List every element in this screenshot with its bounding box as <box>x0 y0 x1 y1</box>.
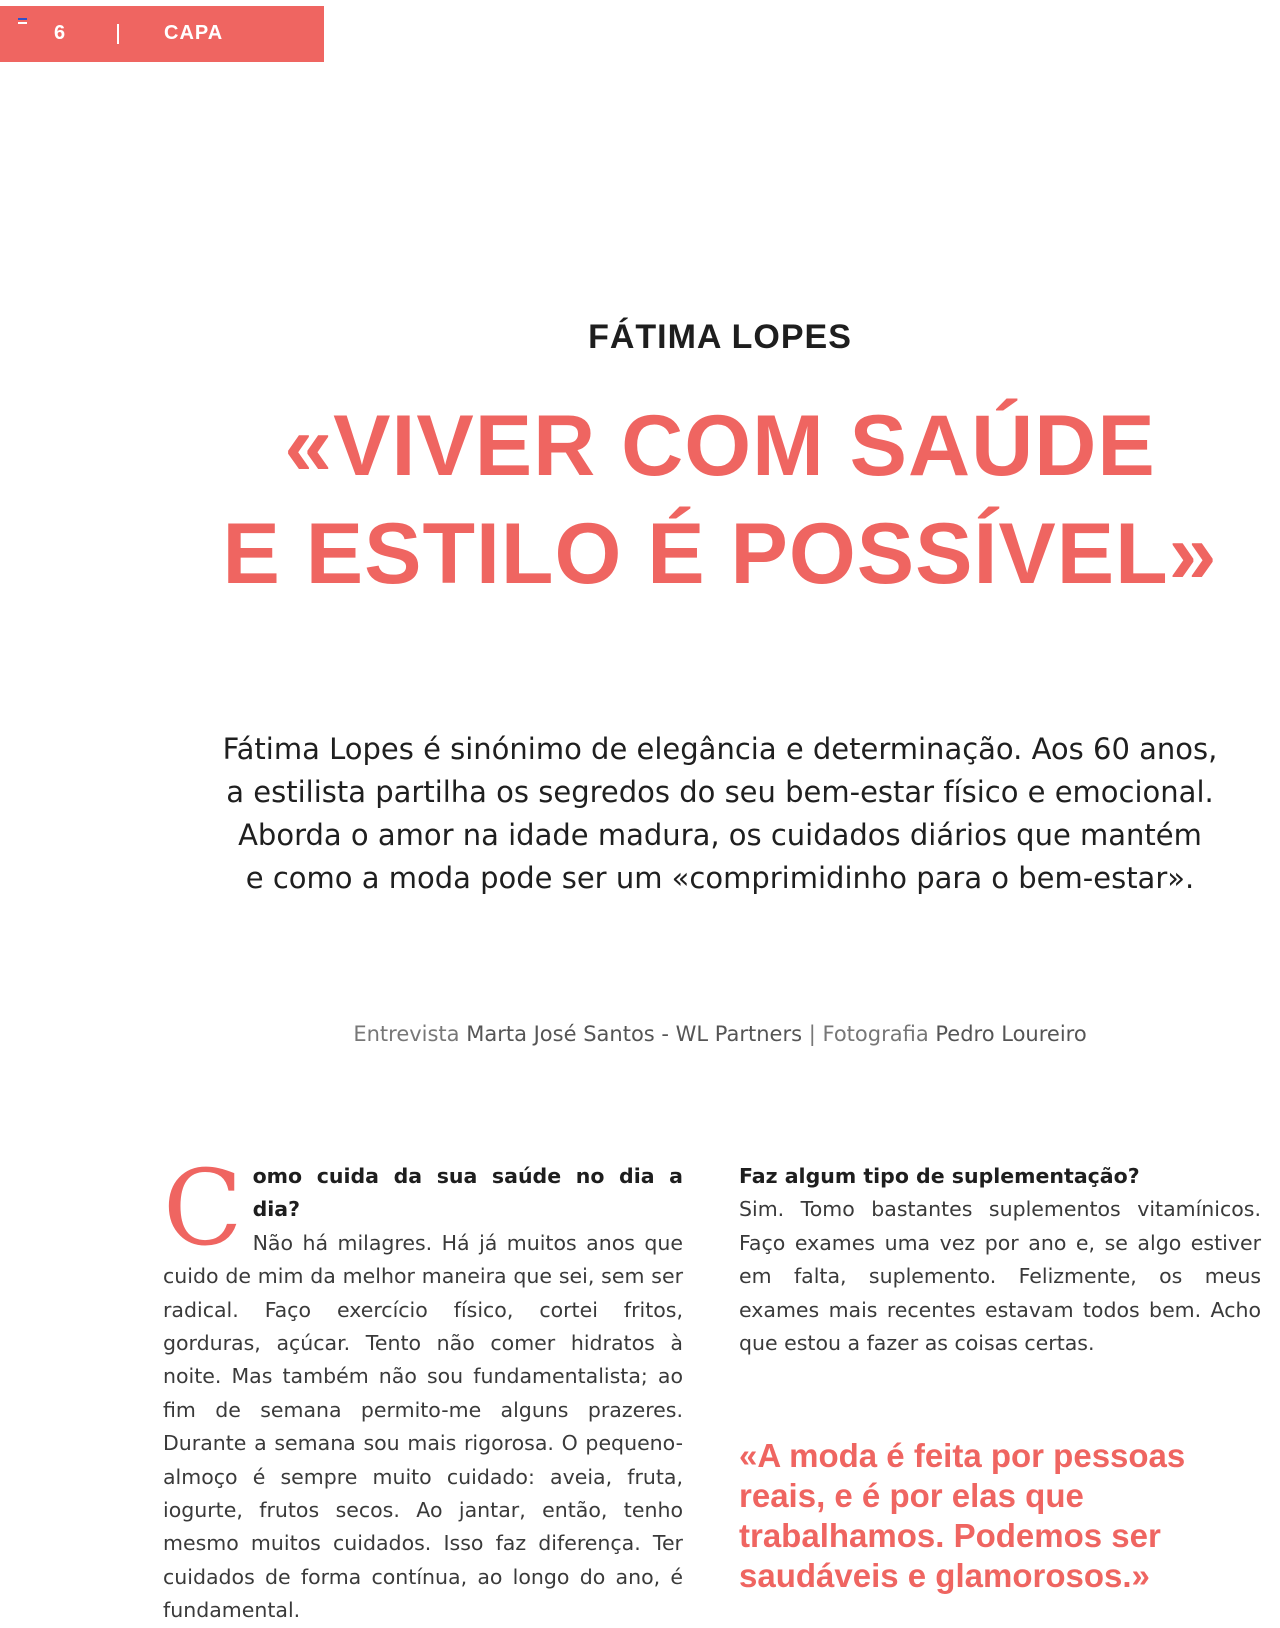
answer-2: Sim. Tomo bastantes suplementos vitamínicos. Faço exames uma vez por ano e, se algo estiver em falta, suplemento. Felizmente, os meus exames mais recentes estavam todos bem. Acho que estou a fazer as coisas certas. <box>739 1197 1261 1356</box>
drop-cap: C <box>163 1147 243 1269</box>
left-column <box>163 1147 683 1628</box>
article-subject: FÁTIMA LOPES <box>588 318 852 356</box>
credits-photographer: Pedro Loureiro <box>935 1022 1087 1046</box>
question-2: Faz algum tipo de suplementação? <box>739 1164 1140 1188</box>
intro-line-4: e como a moda pode ser um «comprimidinho para o bem-estar». <box>245 861 1195 895</box>
flag-icon <box>18 18 27 27</box>
intro-line-2: a estilista partilha os segredos do seu bem-estar físico e emocional. <box>226 775 1214 809</box>
section-label: CAPA <box>164 22 224 44</box>
credits-label-photo: Fotografia <box>822 1022 936 1046</box>
section-header-tab <box>0 6 324 62</box>
headline-line-2: E ESTILO É POSSÍVEL» <box>222 506 1218 602</box>
credits-interviewer: Marta José Santos - WL Partners <box>466 1022 803 1046</box>
article-intro <box>190 728 1250 900</box>
intro-line-3: Aborda o amor na idade madura, os cuidados diários que mantém <box>238 818 1202 852</box>
answer-1: Não há milagres. Há já muitos anos que cuido de mim da melhor maneira que sei, sem ser radical. Faço exercício físico, cortei fritos, gorduras, açúcar. Tento não comer hidratos à noite. Mas também não sou fundamentalista; ao fim de semana permito-me alguns prazeres. Durante a semana sou mais rigorosa. O pequeno-almoço é sempre muito cuidado: aveia, fruta, iogurte, frutos secos. Ao jantar, então, tenho mesmo muitos cuidados. Isso faz diferença. Ter cuidados de forma contínua, ao longo do ano, é fundamental. <box>163 1230 683 1623</box>
intro-line-1: Fátima Lopes é sinónimo de elegância e determinação. Aos 60 anos, <box>222 732 1218 766</box>
pull-quote: «A moda é feita por pessoas reais, e é por elas que trabalhamos. Podemos ser saudáveis e glamorosos.» <box>739 1437 1186 1594</box>
credits-separator: | <box>802 1022 823 1046</box>
article-credits <box>200 1022 1240 1046</box>
page-number: 6 <box>54 22 66 44</box>
question-1: omo cuida da sua saúde no dia a dia? <box>252 1164 683 1222</box>
right-column <box>739 1160 1261 1360</box>
article-headline <box>150 392 1280 608</box>
headline-line-1: «VIVER COM SAÚDE <box>284 398 1156 494</box>
credits-label-interview: Entrevista <box>353 1022 467 1046</box>
header-divider <box>117 24 119 44</box>
